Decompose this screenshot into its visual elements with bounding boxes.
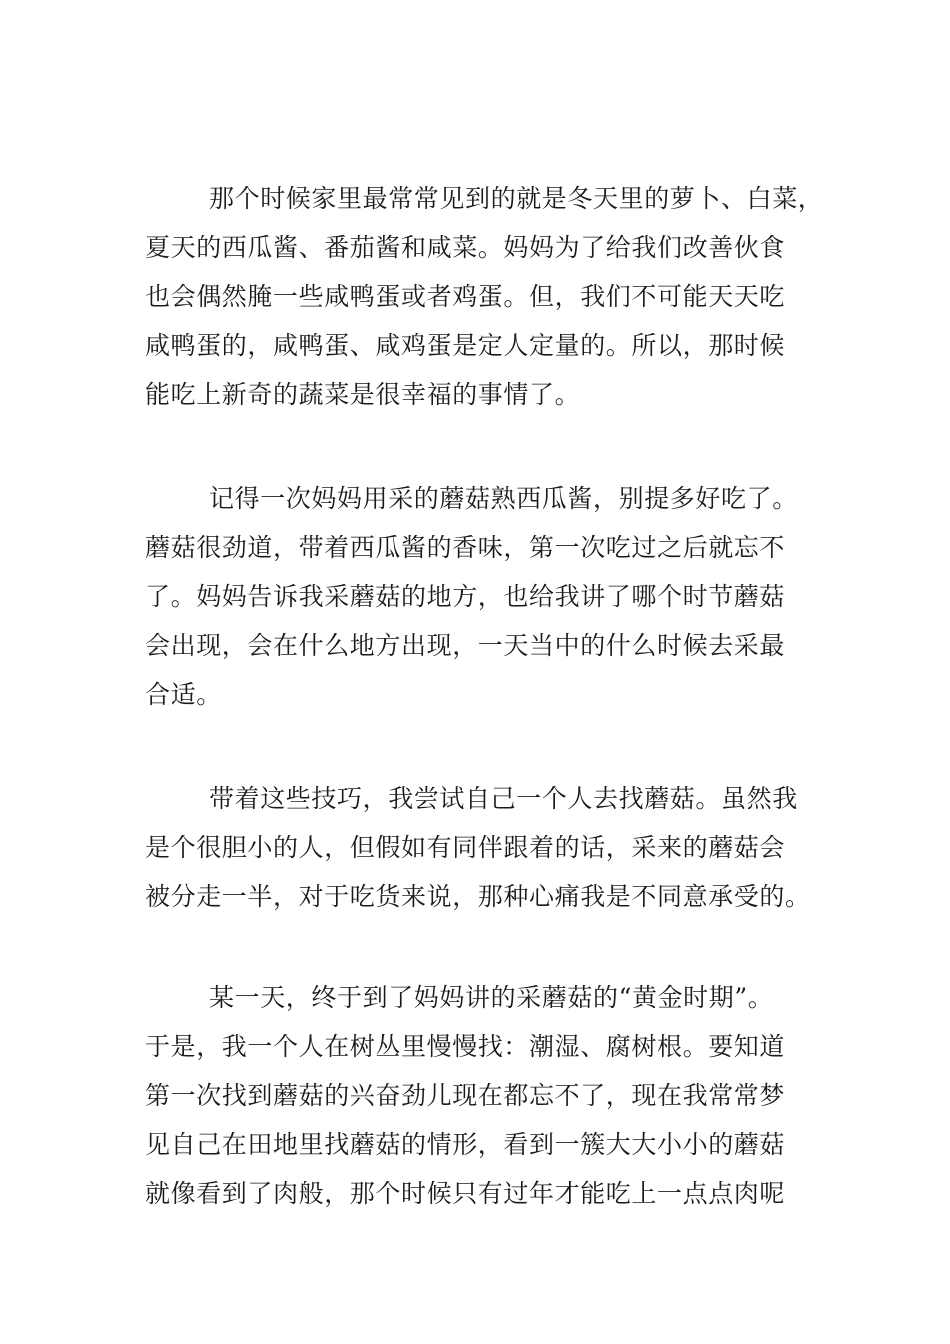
text-line: 就像看到了肉般，那个时候只有过年才能吃上一点点肉呢 (145, 1179, 786, 1208)
text-line: 也会偶然腌一些咸鸭蛋或者鸡蛋。但，我们不可能天天吃 (145, 282, 786, 311)
text-line: 那个时候家里最常常见到的就是冬天里的萝卜、白菜， (209, 184, 824, 213)
text-line: 某一天，终于到了妈妈讲的采蘑菇的“黄金时期”。 (209, 983, 774, 1012)
text-line: 于是，我一个人在树丛里慢慢找：潮湿、腐树根。要知道 (145, 1032, 786, 1061)
text-line: 被分走一半，对于吃货来说，那种心痛我是不同意承受的。 (145, 882, 811, 911)
paragraph-alone-search (145, 774, 810, 921)
paragraph-vegetables (145, 174, 824, 419)
paragraph-mushroom-sauce (145, 474, 810, 719)
text-line: 合适。 (145, 680, 222, 709)
text-line: 咸鸭蛋的，咸鸭蛋、咸鸡蛋是定人定量的。所以，那时候 (145, 331, 786, 360)
text-line: 夏天的西瓜酱、番茄酱和咸菜。妈妈为了给我们改善伙食 (145, 233, 786, 262)
text-line: 是个很胆小的人，但假如有同伴跟着的话，采来的蘑菇会 (145, 833, 786, 862)
text-line: 能吃上新奇的蔬菜是很幸福的事情了。 (145, 380, 581, 409)
paragraph-golden-period (145, 973, 810, 1218)
text-line: 了。妈妈告诉我采蘑菇的地方，也给我讲了哪个时节蘑菇 (145, 582, 786, 611)
text-line: 带着这些技巧，我尝试自己一个人去找蘑菇。虽然我 (209, 784, 798, 813)
text-line: 第一次找到蘑菇的兴奋劲儿现在都忘不了，现在我常常梦 (145, 1081, 786, 1110)
text-line: 蘑菇很劲道，带着西瓜酱的香味，第一次吃过之后就忘不 (145, 533, 786, 562)
text-line: 见自己在田地里找蘑菇的情形，看到一簇大大小小的蘑菇 (145, 1130, 786, 1159)
text-line: 会出现，会在什么地方出现，一天当中的什么时候去采最 (145, 631, 786, 660)
text-line: 记得一次妈妈用采的蘑菇熟西瓜酱，别提多好吃了。 (209, 484, 798, 513)
